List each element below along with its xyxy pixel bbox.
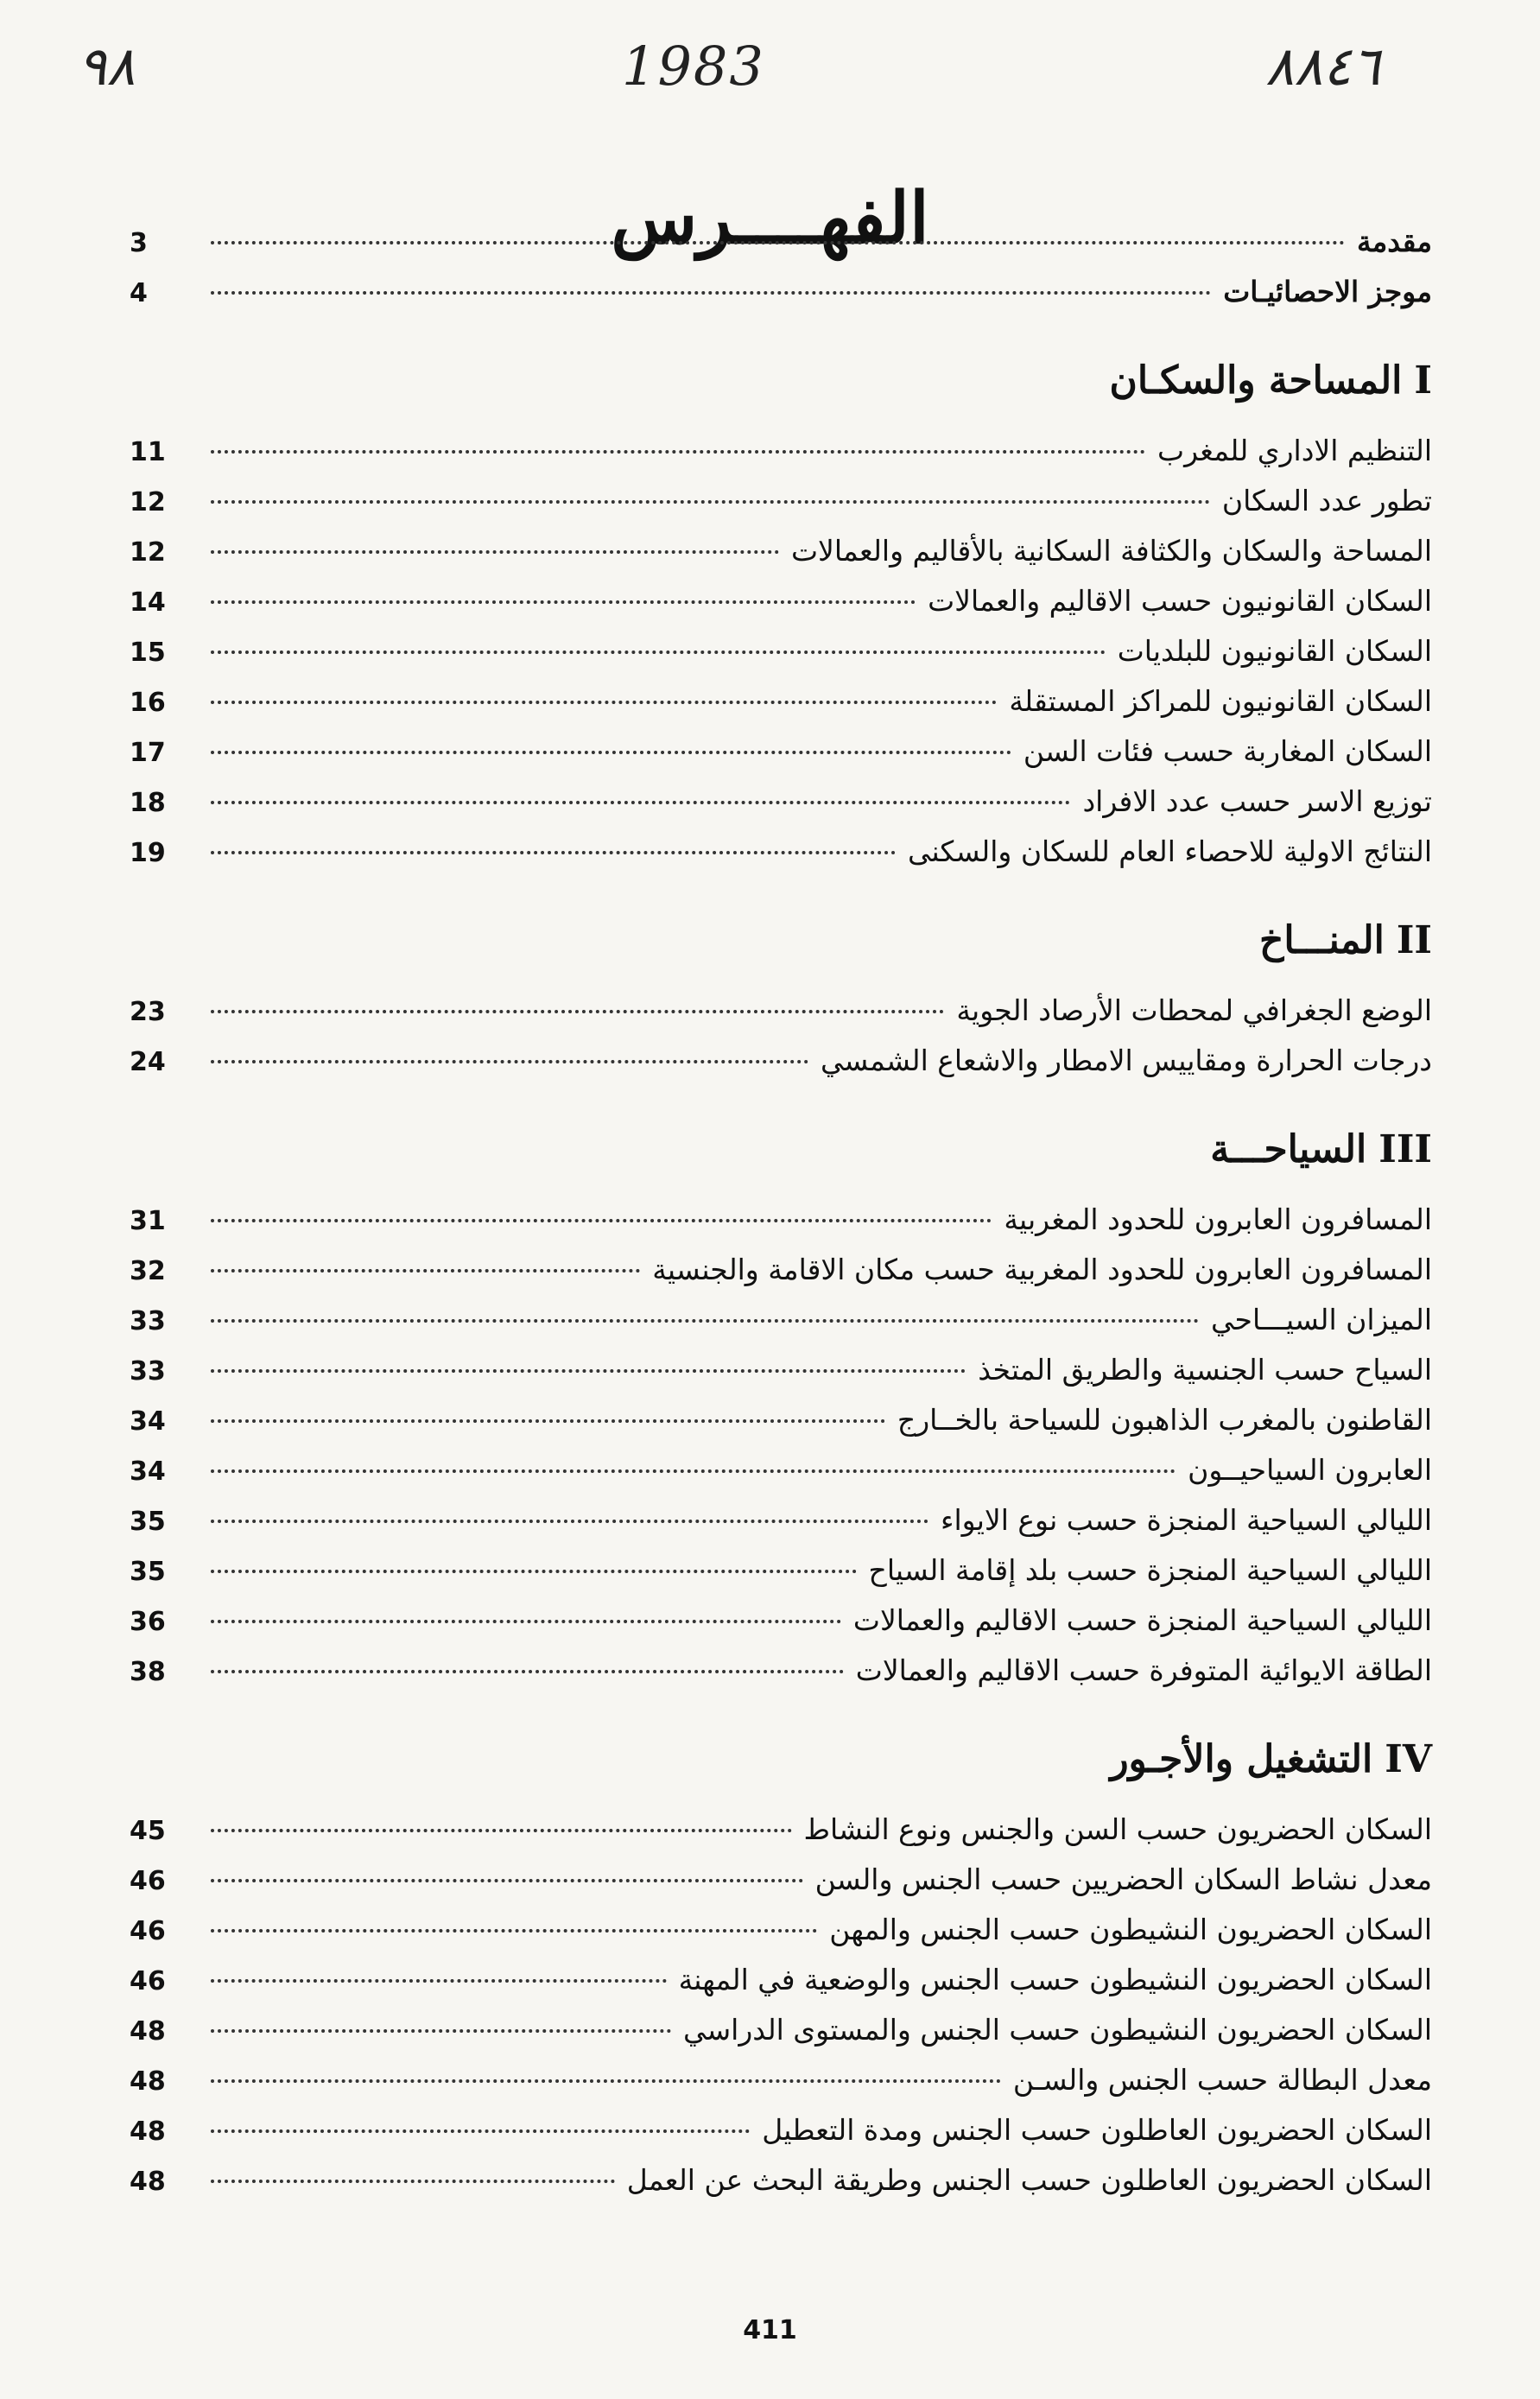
leader-dots <box>211 1979 667 1983</box>
toc-row <box>130 584 1432 634</box>
toc-entry-label: السكان الحضريون حسب السن والجنس ونوع النشاط <box>803 1812 1432 1846</box>
toc-row <box>130 1863 1432 1913</box>
toc-section <box>130 354 1432 885</box>
toc-row <box>130 1963 1432 2013</box>
leader-dots <box>211 1319 1199 1323</box>
toc-row <box>130 1453 1432 1503</box>
toc-row <box>130 734 1432 784</box>
toc-page-number: 46 <box>130 1866 166 1896</box>
toc-entry-label: التنظيم الاداري للمغرب <box>1157 434 1432 467</box>
section-number: I <box>1414 359 1432 403</box>
toc-entry-label: السكان المغاربة حسب فئات السن <box>1023 734 1432 768</box>
leader-dots <box>211 651 1106 654</box>
toc-page-number: 4 <box>130 278 148 308</box>
toc-section <box>130 1123 1432 1704</box>
toc-sections <box>130 354 1432 2213</box>
toc-row <box>130 1812 1432 1863</box>
leader-dots <box>211 1879 803 1882</box>
leader-dots <box>211 2129 750 2133</box>
toc-page-number: 48 <box>130 2016 166 2047</box>
leader-dots <box>211 1829 792 1832</box>
section-heading <box>130 354 1432 408</box>
toc-row <box>130 784 1432 835</box>
toc-page-number: 34 <box>130 1457 166 1487</box>
toc-entry-label: السكان الحضريون النشيطون حسب الجنس والوضعية في المهنة <box>678 1963 1432 1996</box>
toc-page-number: 32 <box>130 1256 166 1286</box>
toc-entry-label: الوضع الجغرافي لمحطات الأرصاد الجوية <box>956 993 1432 1027</box>
toc-row <box>130 2113 1432 2163</box>
toc-row <box>130 1303 1432 1353</box>
toc-entry-label: درجات الحرارة ومقاييس الامطار والاشعاع الشمسي <box>821 1044 1432 1077</box>
leader-dots <box>211 851 896 854</box>
toc-page-number: 19 <box>130 838 166 868</box>
toc-page-number: 48 <box>130 2117 166 2147</box>
toc-entry-label: السكان الحضريون العاطلون حسب الجنس ومدة التعطيل <box>762 2113 1432 2147</box>
toc-row <box>130 1553 1432 1603</box>
toc-row-intro <box>130 225 1432 275</box>
toc-row <box>130 993 1432 1044</box>
leader-dots <box>211 1010 944 1013</box>
toc-entry-label: معدل البطالة حسب الجنس والسـن <box>1012 2063 1432 2097</box>
section-number: IV <box>1385 1737 1432 1781</box>
toc-entry-label: المسافرون العابرون للحدود المغربية حسب مكان الاقامة والجنسية <box>652 1253 1432 1286</box>
toc-page-number: 46 <box>130 1966 166 1996</box>
handwritten-note-right: ۸۸٤٦ <box>1265 35 1381 98</box>
toc-row <box>130 1353 1432 1403</box>
toc-entry-label: معدل نشاط السكان الحضريين حسب الجنس والسن <box>814 1863 1432 1896</box>
toc-entry-label: الطاقة الايوائية المتوفرة حسب الاقاليم والعمالات <box>855 1653 1432 1687</box>
toc-section <box>130 1733 1432 2213</box>
leader-dots <box>211 2079 1001 2083</box>
leader-dots <box>211 1219 992 1222</box>
section-number: III <box>1378 1127 1432 1171</box>
leader-dots <box>211 291 1211 295</box>
leader-dots <box>211 450 1145 454</box>
toc-page-number: 17 <box>130 738 166 768</box>
page-number-footer: 411 <box>743 2315 797 2345</box>
leader-dots <box>211 500 1210 504</box>
leader-dots <box>211 1369 966 1373</box>
toc-row <box>130 434 1432 484</box>
toc-entry-label: السكان القانونيون للبلديات <box>1117 634 1432 668</box>
toc-row <box>130 1044 1432 1094</box>
toc-entry-label: الميزان السيـــاحي <box>1211 1303 1432 1336</box>
toc-page-number: 15 <box>130 638 166 668</box>
toc-entry-label: السكان الحضريون النشيطون حسب الجنس والمستوى الدراسي <box>683 2013 1432 2047</box>
toc-row <box>130 1203 1432 1253</box>
toc-page-number: 12 <box>130 537 166 568</box>
toc-page-number: 31 <box>130 1206 166 1236</box>
toc-row <box>130 1653 1432 1704</box>
leader-dots <box>211 1670 844 1673</box>
toc-page-number: 24 <box>130 1047 166 1077</box>
toc-entry-label: السياح حسب الجنسية والطريق المتخذ <box>978 1353 1432 1387</box>
toc-entry-label: موجز الاحصائيـات <box>1223 275 1432 308</box>
page-title: الفهــــرس <box>611 176 929 260</box>
section-heading <box>130 1733 1432 1787</box>
toc-row <box>130 1403 1432 1453</box>
section-title: التشغيل والأجـور <box>1110 1737 1373 1781</box>
section-heading <box>130 1123 1432 1177</box>
toc-page-number: 12 <box>130 487 166 517</box>
toc-entry-label: العابرون السياحيــون <box>1188 1453 1432 1487</box>
toc-row <box>130 534 1432 584</box>
toc-page-number: 35 <box>130 1557 166 1587</box>
leader-dots <box>211 1060 808 1063</box>
toc-page-number: 16 <box>130 688 166 718</box>
leader-dots <box>211 801 1070 804</box>
toc-row <box>130 835 1432 885</box>
toc-section <box>130 914 1432 1094</box>
section-title: المنـــاخ <box>1259 918 1385 962</box>
toc-entry-label: الليالي السياحية المنجزة حسب نوع الايواء <box>940 1503 1432 1537</box>
leader-dots <box>211 241 1345 244</box>
toc-page-number: 33 <box>130 1356 166 1387</box>
toc-page-number: 18 <box>130 788 166 818</box>
toc-row <box>130 2013 1432 2063</box>
toc-page-number: 48 <box>130 2066 166 2097</box>
toc-entry-label: تطور عدد السكان <box>1221 484 1432 517</box>
handwritten-note-left: ۹۸ <box>78 35 136 98</box>
toc-entry-label: السكان الحضريون النشيطون حسب الجنس والمهن <box>829 1913 1432 1946</box>
leader-dots <box>211 1419 885 1423</box>
leader-dots <box>211 1520 928 1523</box>
toc-page-number: 11 <box>130 437 166 467</box>
toc-page-number: 35 <box>130 1507 166 1537</box>
leader-dots <box>211 550 779 554</box>
toc-entry-label: المساحة والسكان والكثافة السكانية بالأقاليم والعمالات <box>790 534 1432 568</box>
toc-entry-label: الليالي السياحية المنجزة حسب الاقاليم والعمالات <box>852 1603 1432 1637</box>
toc-row <box>130 684 1432 734</box>
toc-row <box>130 2163 1432 2213</box>
leader-dots <box>211 1929 817 1933</box>
section-title: السياحـــة <box>1210 1127 1367 1171</box>
toc-page-number: 3 <box>130 228 148 258</box>
section-heading <box>130 914 1432 968</box>
section-title: المساحة والسكـان <box>1109 359 1403 403</box>
toc-page-number: 14 <box>130 587 166 618</box>
table-of-contents <box>130 225 1432 2213</box>
toc-row <box>130 484 1432 534</box>
toc-page-number: 45 <box>130 1816 166 1846</box>
toc-entry-label: توزيع الاسر حسب عدد الافراد <box>1082 784 1432 818</box>
leader-dots <box>211 1469 1176 1473</box>
toc-entry-label: المسافرون العابرون للحدود المغربية <box>1004 1203 1432 1236</box>
toc-entry-label: الليالي السياحية المنجزة حسب بلد إقامة السياح <box>868 1553 1432 1587</box>
toc-page-number: 23 <box>130 997 166 1027</box>
toc-row <box>130 1913 1432 1963</box>
toc-page-number: 36 <box>130 1607 166 1637</box>
leader-dots <box>211 2029 671 2033</box>
toc-page-number: 33 <box>130 1306 166 1336</box>
toc-entry-label: النتائج الاولية للاحصاء العام للسكان والسكنى <box>908 835 1432 868</box>
leader-dots <box>211 1269 640 1272</box>
toc-entry-label: السكان الحضريون العاطلون حسب الجنس وطريقة البحث عن العمل <box>626 2163 1432 2197</box>
toc-row <box>130 1503 1432 1553</box>
handwritten-note-year: 1983 <box>622 35 765 98</box>
leader-dots <box>211 751 1011 754</box>
toc-page-number: 34 <box>130 1406 166 1437</box>
toc-row <box>130 2063 1432 2113</box>
leader-dots <box>211 600 916 604</box>
toc-row-stats-summary <box>130 275 1432 325</box>
toc-entry-label: السكان القانونيون حسب الاقاليم والعمالات <box>928 584 1432 618</box>
toc-entry-label: مقدمة <box>1356 225 1432 258</box>
toc-page-number: 46 <box>130 1916 166 1946</box>
toc-page-number: 48 <box>130 2167 166 2197</box>
toc-row <box>130 634 1432 684</box>
toc-row <box>130 1253 1432 1303</box>
leader-dots <box>211 1620 841 1623</box>
toc-entry-label: السكان القانونيون للمراكز المستقلة <box>1009 684 1432 718</box>
leader-dots <box>211 701 997 704</box>
toc-entry-label: القاطنون بالمغرب الذاهبون للسياحة بالخــارج <box>897 1403 1432 1437</box>
toc-page-number: 38 <box>130 1657 166 1687</box>
toc-row <box>130 1603 1432 1653</box>
leader-dots <box>211 1570 857 1573</box>
leader-dots <box>211 2180 615 2183</box>
section-number: II <box>1396 918 1432 962</box>
